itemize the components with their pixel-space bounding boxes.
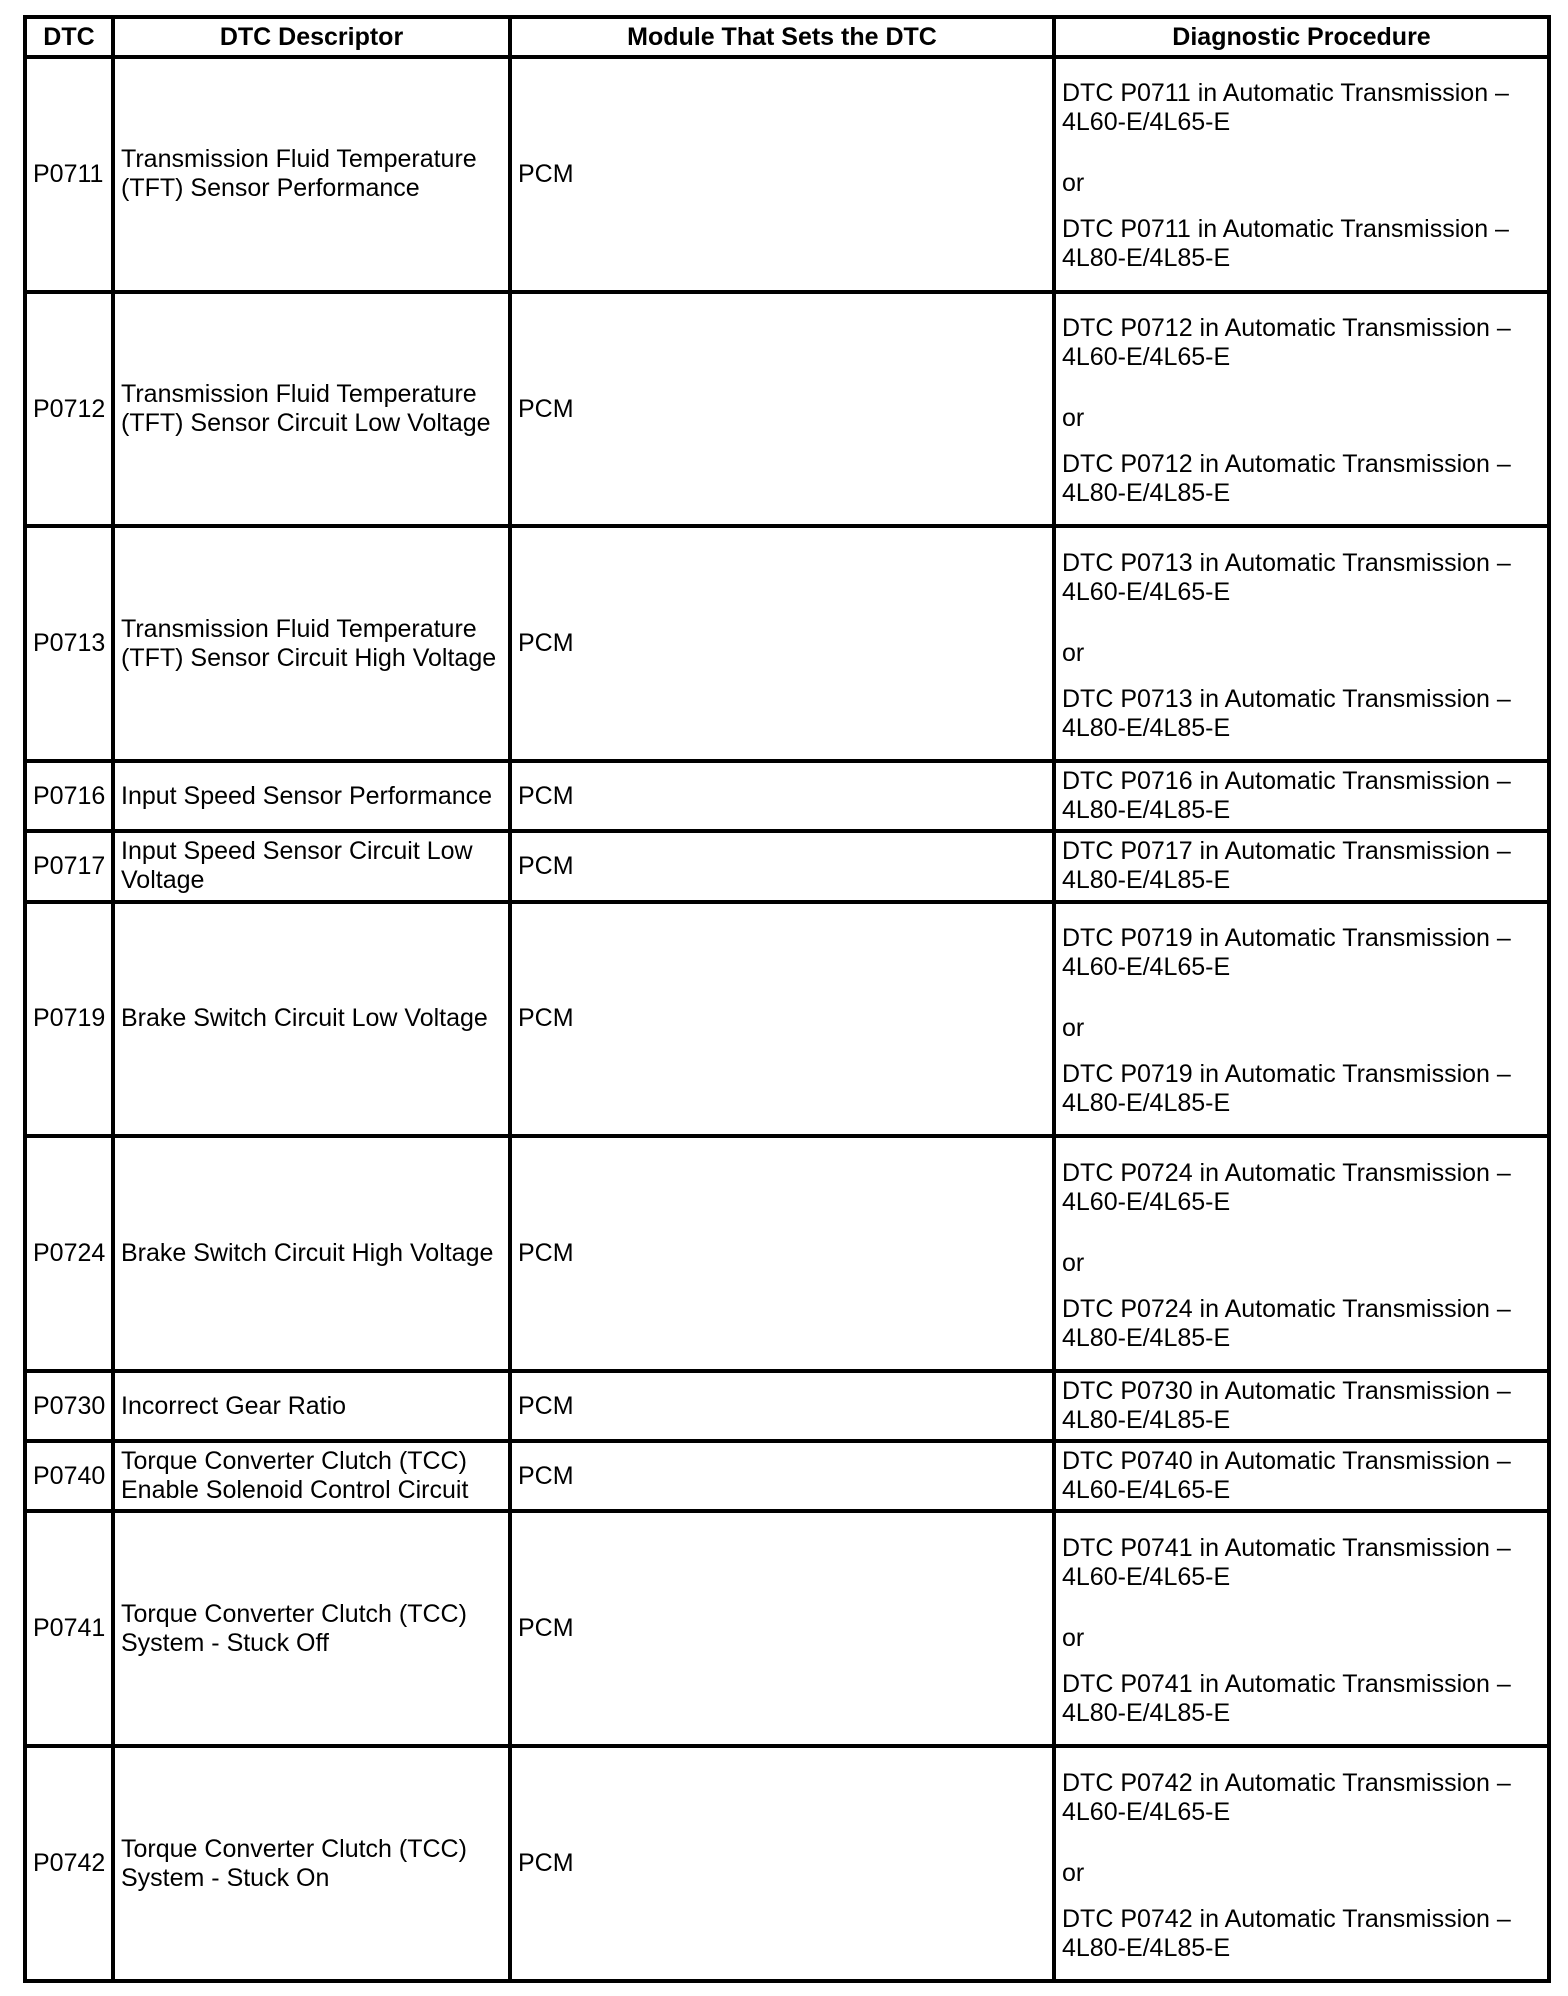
procedure-link-4l80[interactable]: DTC P0742 in Automatic Transmission – 4L80-E/4L85-E: [1062, 1904, 1511, 1962]
procedure-link[interactable]: DTC P0717 in Automatic Transmission – 4L80-E/4L85-E: [1062, 837, 1511, 895]
dtc-descriptor: Transmission Fluid Temperature (TFT) Sensor Performance: [121, 145, 477, 203]
dtc-code-cell: [25, 526, 113, 761]
procedure-cell: [1054, 1371, 1549, 1441]
dtc-descriptor-cell: [113, 761, 510, 831]
table-row: [25, 1511, 1549, 1746]
procedure-link-4l60[interactable]: DTC P0741 in Automatic Transmission – 4L60-E/4L65-E: [1062, 1533, 1511, 1591]
dtc-code-cell: [25, 1511, 113, 1746]
dtc-descriptor: Input Speed Sensor Circuit Low Voltage: [121, 837, 473, 895]
table-row: [25, 831, 1549, 901]
procedure-link-4l80[interactable]: DTC P0712 in Automatic Transmission – 4L80-E/4L85-E: [1062, 450, 1511, 508]
table-row: [25, 761, 1549, 831]
module-name: PCM: [518, 1004, 574, 1033]
dtc-table: [23, 15, 1551, 1983]
module-name: PCM: [518, 1614, 574, 1643]
dtc-code-cell: [25, 761, 113, 831]
dtc-code-cell: [25, 292, 113, 527]
procedure-link-4l80[interactable]: DTC P0711 in Automatic Transmission – 4L80-E/4L85-E: [1062, 215, 1509, 273]
module-cell: [510, 526, 1054, 761]
dtc-code: P0741: [33, 1614, 106, 1643]
procedure-link-4l60[interactable]: DTC P0711 in Automatic Transmission – 4L60-E/4L65-E: [1062, 79, 1509, 137]
module-name: PCM: [518, 851, 574, 880]
procedure-link-4l60[interactable]: DTC P0713 in Automatic Transmission – 4L60-E/4L65-E: [1062, 548, 1511, 606]
procedure-cell: [1054, 831, 1549, 901]
procedure-link-4l60[interactable]: DTC P0719 in Automatic Transmission – 4L60-E/4L65-E: [1062, 923, 1511, 981]
dtc-code: P0719: [33, 1004, 106, 1033]
module-cell: [510, 1371, 1054, 1441]
dtc-descriptor-cell: [113, 1371, 510, 1441]
module-cell: [510, 57, 1054, 292]
dtc-code-cell: [25, 1371, 113, 1441]
procedure-cell: [1054, 1136, 1549, 1371]
procedure-link-4l80[interactable]: DTC P0741 in Automatic Transmission – 4L80-E/4L85-E: [1062, 1669, 1511, 1727]
module-cell: [510, 292, 1054, 527]
module-name: PCM: [518, 394, 574, 423]
procedure-or: or: [1062, 404, 1085, 433]
dtc-code-cell: [25, 1441, 113, 1511]
table-row: [25, 1746, 1549, 1981]
module-cell: [510, 1511, 1054, 1746]
module-cell: [510, 902, 1054, 1137]
procedure-link-4l60[interactable]: DTC P0724 in Automatic Transmission – 4L60-E/4L65-E: [1062, 1158, 1511, 1216]
dtc-descriptor-cell: [113, 1746, 510, 1981]
dtc-descriptor-cell: [113, 1136, 510, 1371]
dtc-descriptor: Incorrect Gear Ratio: [121, 1391, 347, 1420]
module-name: PCM: [518, 159, 574, 188]
module-cell: [510, 1441, 1054, 1511]
dtc-descriptor-cell: [113, 1441, 510, 1511]
dtc-descriptor: Brake Switch Circuit High Voltage: [121, 1239, 494, 1268]
dtc-code-cell: [25, 1136, 113, 1371]
procedure-link-4l60[interactable]: DTC P0742 in Automatic Transmission – 4L60-E/4L65-E: [1062, 1768, 1511, 1826]
procedure-link[interactable]: DTC P0716 in Automatic Transmission – 4L80-E/4L85-E: [1062, 767, 1511, 825]
module-cell: [510, 1136, 1054, 1371]
dtc-code-cell: [25, 831, 113, 901]
procedure-link-4l80[interactable]: DTC P0713 in Automatic Transmission – 4L80-E/4L85-E: [1062, 684, 1511, 742]
dtc-code: P0724: [33, 1239, 106, 1268]
dtc-code: P0742: [33, 1849, 106, 1878]
dtc-code: P0717: [33, 851, 106, 880]
procedure-cell: [1054, 57, 1549, 292]
table-row: [25, 526, 1549, 761]
dtc-code: P0730: [33, 1391, 106, 1420]
dtc-descriptor: Brake Switch Circuit Low Voltage: [121, 1004, 488, 1033]
table-header-row: [25, 17, 1549, 57]
procedure-link[interactable]: DTC P0730 in Automatic Transmission – 4L80-E/4L85-E: [1062, 1377, 1511, 1435]
procedure-link[interactable]: DTC P0740 in Automatic Transmission – 4L60-E/4L65-E: [1062, 1447, 1511, 1505]
module-name: PCM: [518, 781, 574, 810]
table-row: [25, 57, 1549, 292]
module-cell: [510, 1746, 1054, 1981]
dtc-descriptor: Torque Converter Clutch (TCC) System - Stuck On: [121, 1834, 467, 1892]
dtc-descriptor-cell: [113, 57, 510, 292]
procedure-or: or: [1062, 1623, 1085, 1652]
dtc-descriptor: Transmission Fluid Temperature (TFT) Sensor Circuit High Voltage: [121, 614, 497, 672]
dtc-descriptor: Transmission Fluid Temperature (TFT) Sensor Circuit Low Voltage: [121, 380, 491, 438]
procedure-or: or: [1062, 1013, 1085, 1042]
dtc-code: P0716: [33, 781, 106, 810]
procedure-or: or: [1062, 1858, 1085, 1887]
procedure-or: or: [1062, 1248, 1085, 1277]
table-row: [25, 1441, 1549, 1511]
dtc-descriptor-cell: [113, 1511, 510, 1746]
table-row: [25, 902, 1549, 1137]
dtc-descriptor-cell: [113, 526, 510, 761]
procedure-cell: [1054, 526, 1549, 761]
procedure-or: or: [1062, 169, 1085, 198]
module-cell: [510, 831, 1054, 901]
module-name: PCM: [518, 629, 574, 658]
dtc-descriptor-cell: [113, 831, 510, 901]
procedure-or: or: [1062, 638, 1085, 667]
module-cell: [510, 761, 1054, 831]
table-row: [25, 292, 1549, 527]
procedure-link-4l60[interactable]: DTC P0712 in Automatic Transmission – 4L60-E/4L65-E: [1062, 314, 1511, 372]
procedure-link-4l80[interactable]: DTC P0719 in Automatic Transmission – 4L80-E/4L85-E: [1062, 1059, 1511, 1117]
procedure-cell: [1054, 1746, 1549, 1981]
table-row: [25, 1371, 1549, 1441]
dtc-descriptor-cell: [113, 902, 510, 1137]
dtc-code-cell: [25, 1746, 113, 1981]
module-name: PCM: [518, 1391, 574, 1420]
procedure-cell: [1054, 902, 1549, 1137]
module-name: PCM: [518, 1461, 574, 1490]
module-name: PCM: [518, 1849, 574, 1878]
table-row: [25, 1136, 1549, 1371]
procedure-link-4l80[interactable]: DTC P0724 in Automatic Transmission – 4L80-E/4L85-E: [1062, 1294, 1511, 1352]
dtc-code-cell: [25, 57, 113, 292]
procedure-cell: [1054, 1441, 1549, 1511]
dtc-code: P0740: [33, 1461, 106, 1490]
procedure-cell: [1054, 292, 1549, 527]
procedure-cell: [1054, 761, 1549, 831]
dtc-descriptor: Torque Converter Clutch (TCC) System - Stuck Off: [121, 1599, 467, 1657]
header-descriptor: DTC Descriptor: [113, 17, 510, 57]
dtc-descriptor: Torque Converter Clutch (TCC) Enable Solenoid Control Circuit: [121, 1447, 469, 1505]
dtc-code: P0711: [33, 159, 104, 188]
dtc-descriptor: Input Speed Sensor Performance: [121, 781, 493, 810]
dtc-code: P0713: [33, 629, 106, 658]
header-procedure: Diagnostic Procedure: [1054, 17, 1549, 57]
procedure-cell: [1054, 1511, 1549, 1746]
dtc-descriptor-cell: [113, 292, 510, 527]
header-dtc: DTC: [25, 17, 113, 57]
header-module: Module That Sets the DTC: [510, 17, 1054, 57]
dtc-code: P0712: [33, 394, 106, 423]
dtc-code-cell: [25, 902, 113, 1137]
module-name: PCM: [518, 1239, 574, 1268]
